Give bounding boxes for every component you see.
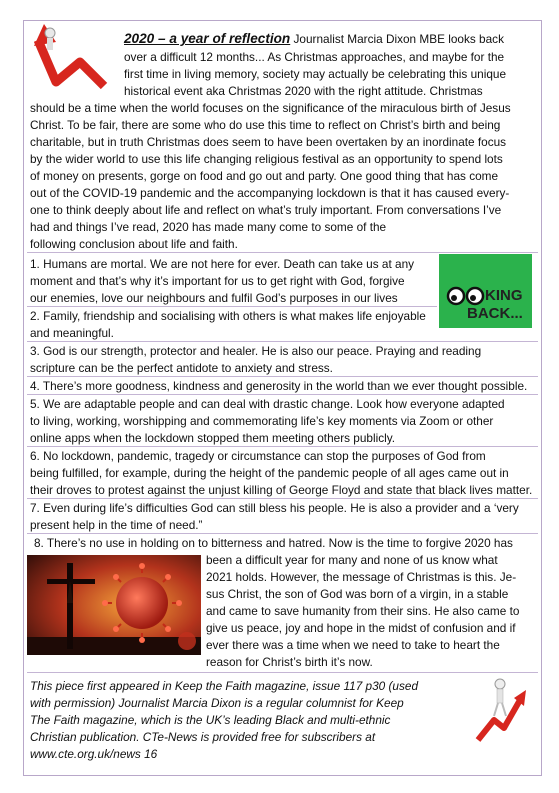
point-line: our enemies, love our neighbours and fulfil God’s purposes in our lives — [30, 291, 398, 305]
article-line: of money on presents, gorge on food and go out and party. One good thing that has come — [30, 169, 499, 183]
point-line: and meaningful. — [30, 326, 114, 340]
point-line: online apps when the lockdown stopped them meeting others publicly. — [30, 431, 396, 445]
article-line: out of the COVID-19 pandemic and the accompanying lockdown is that it has caused every- — [30, 186, 510, 200]
article-line: charitable, but in truth Christmas does seem to have been overtaken by an inordinate focus — [30, 135, 507, 149]
point-line: 7. Even during life’s difficulties God can still bless his people. He is also a provider and a ‘very — [30, 501, 519, 515]
point-line: 3. God is our strength, protector and healer. He is also our peace. Praying and reading — [30, 344, 482, 358]
footer-line: This piece first appeared in Keep the Faith magazine, issue 117 p30 (used — [30, 679, 419, 693]
article-line: one to think deeply about life and reflect on what’s truly important. From conversations I’ve — [30, 203, 502, 217]
looking-back-text-2: BACK... — [467, 305, 523, 322]
point-line: 4. There’s more goodness, kindness and generosity in the world than we ever thought possible. — [30, 379, 528, 393]
article-line: first time in living memory, society may actually be celebrating this unique — [124, 67, 507, 81]
point-line: scripture can be the perfect antidote to anxiety and stress. — [30, 361, 333, 375]
crucifix-virus-image — [27, 555, 201, 655]
point-line: give us peace, joy and hope in the midst of confusion and if — [206, 621, 516, 635]
footer-line: The Faith magazine, which is the UK’s leading Black and multi-ethnic — [30, 713, 391, 727]
point-line: 6. No lockdown, pandemic, tragedy or circumstance can stop the purposes of God from — [30, 449, 486, 463]
point-line: been a difficult year for many and none of us know what — [206, 553, 498, 567]
figure-on-arrow-icon — [474, 676, 528, 744]
growth-arrow-icon — [34, 24, 116, 96]
footer-line: www.cte.org.uk/news 16 — [30, 747, 158, 761]
point-line: reason for Christ’s birth it’s now. — [206, 655, 373, 669]
article-line: should be a time when the world focuses on the significance of the miraculous birth of Jesus — [30, 101, 511, 115]
article-line: Journalist Marcia Dixon MBE looks back — [293, 32, 504, 46]
point-line: 2. Family, friendship and socialising with others is what makes life enjoyable — [30, 309, 426, 323]
article-line: historical event aka Christmas 2020 with the right attitude. Christmas — [124, 84, 483, 98]
article-line: following conclusion about life and faith. — [30, 237, 238, 251]
article-line: by the wider world to use this life changing religious festival as an opportunity to spend lots — [30, 152, 503, 166]
point-line: to living, working, worshipping and commemorating life’s key moments via Zoom or other — [30, 414, 494, 428]
article-line: Christ. To be fair, there are some who do use this time to reflect on Christ’s birth and being — [30, 118, 501, 132]
footer-line: with permission) Journalist Marcia Dixon is a regular columnist for Keep — [30, 696, 404, 710]
article-line: over a difficult 12 months... As Christmas approaches, and maybe for the — [124, 50, 505, 64]
point-line: 2021 holds. However, the message of Christmas is this. Je- — [206, 570, 517, 584]
point-line: being fulfilled, for example, during the height of the pandemic people of all ages came out in — [30, 466, 509, 480]
footer-line: Christian publication. CTe-News is provided free for subscribers at — [30, 730, 376, 744]
looking-back-image — [439, 254, 532, 328]
article-title: 2020 – a year of reflection — [124, 31, 291, 46]
point-line: 5. We are adaptable people and can deal with drastic change. Look how everyone adapted — [30, 397, 505, 411]
point-line: ever there was a time when we need to take to heart the — [206, 638, 500, 652]
point-line: and came to save humanity from their sins. He also came to — [206, 604, 520, 618]
point-line: present help in the time of need.” — [30, 518, 203, 532]
article-line: had and things I’ve read, 2020 has made many come to some of the — [30, 220, 387, 234]
point-line: moment and that’s why it’s important for us to get right with God, forgive — [30, 274, 405, 288]
looking-back-text-1: KING — [485, 287, 523, 304]
point-line: sus Christ, the son of God was born of a virgin, in a stable — [206, 587, 509, 601]
point-line: 1. Humans are mortal. We are not here for ever. Death can take us at any — [30, 257, 415, 271]
point-line: their droves to protest against the unjust killing of George Floyd and state that black lives matter. — [30, 483, 533, 497]
point-line: 8. There’s no use in holding on to bitterness and hatred. Now is the time to forgive 2020 has — [34, 536, 513, 550]
